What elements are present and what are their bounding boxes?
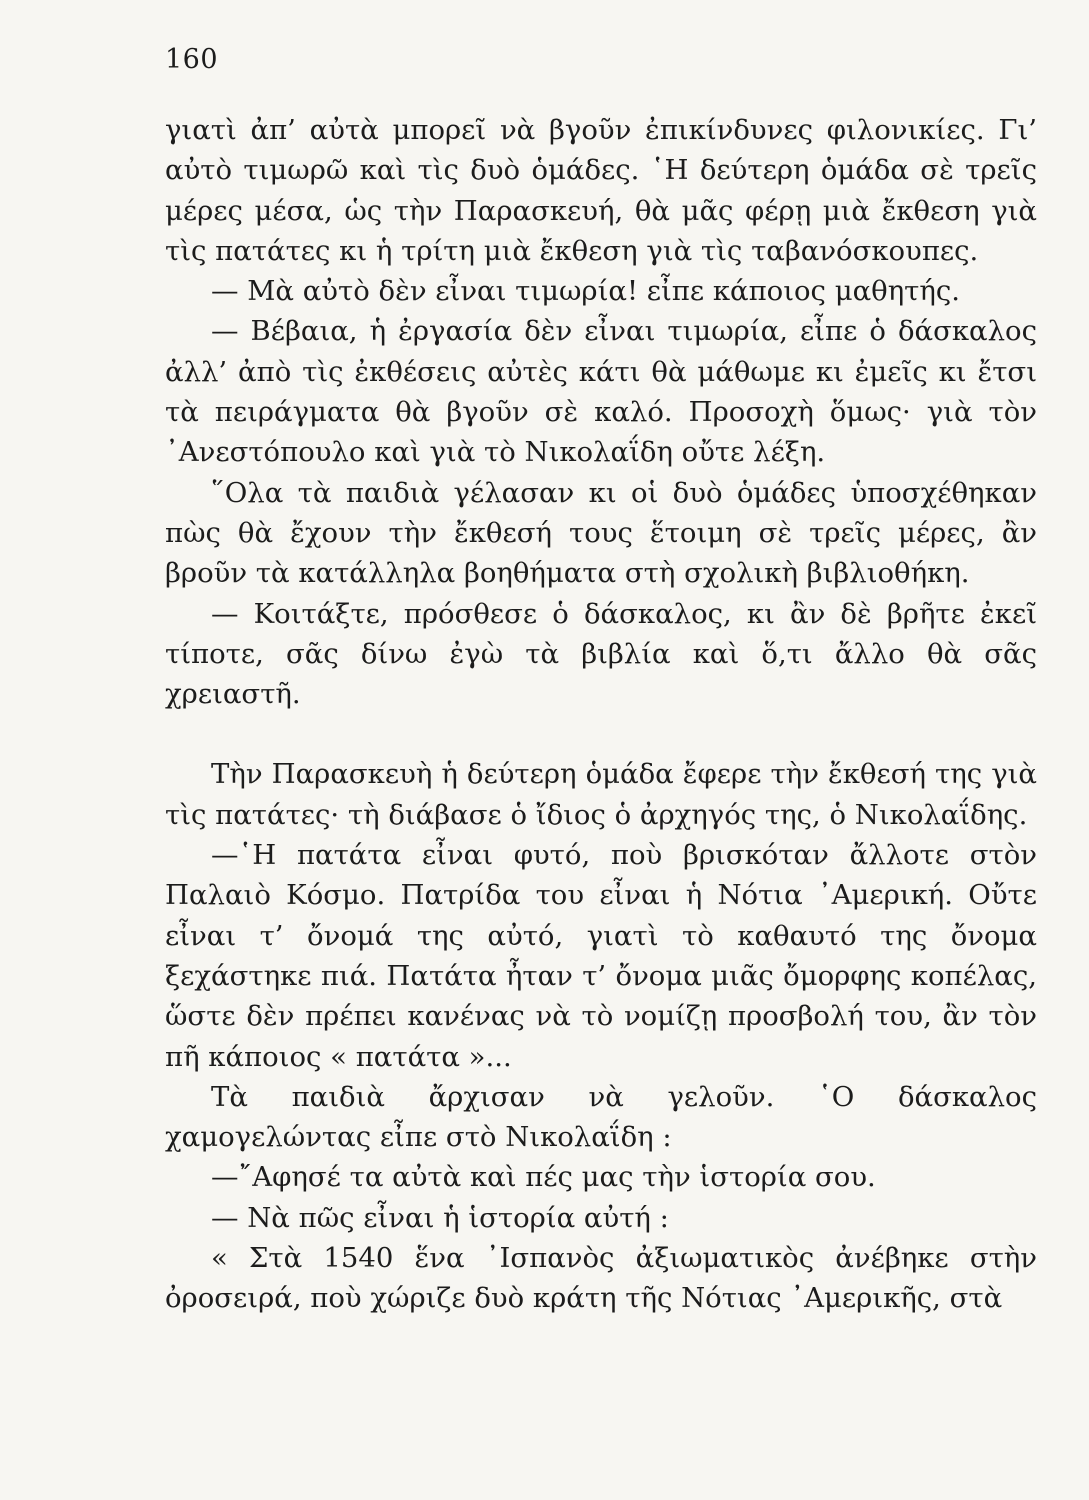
paragraph: ῞Ολα τὰ παιδιὰ γέλασαν κι οἱ δυὸ ὁμάδες ὑποσχέθηκαν πὼς θὰ ἔχουν τὴν ἔκθεσή τους ἕτοιμη σὲ τρεῖς μέρες, ἂν βροῦν τὰ κατάλληλα βοηθήματα στὴ σχολικὴ βιβλιοθήκη. [165,476,1037,590]
paragraph: Τὴν Παρασκευὴ ἡ δεύτερη ὁμάδα ἔφερε τὴν ἔκθεσή της γιὰ τὶς πατάτες· τὴ διάβασε ὁ ἴδιος ὁ ἀρχηγός της, ὁ Νικολαΐδης. [165,758,1037,831]
dialogue-paragraph: —῎Αφησέ τα αὐτὰ καὶ πές μας τὴν ἱστορία σου. [211,1161,876,1194]
page-number: 160 [165,44,219,75]
quoted-paragraph: « Στὰ 1540 ἕνα ᾿Ισπανὸς ἀξιωματικὸς ἀνέβηκε στὴν ὀροσειρά, ποὺ χώριζε δυὸ κράτη τῆς Νότιας ᾿Αμερικῆς, στὰ [165,1242,1037,1315]
dialogue-paragraph: — Κοιτάξτε, πρόσθεσε ὁ δάσκαλος, κι ἂν δὲ βρῆτε ἐκεῖ τίποτε, σᾶς δίνω ἐγὼ τὰ βιβλία καὶ ὅ,τι ἄλλο θὰ σᾶς χρειαστῆ. [165,597,1037,711]
dialogue-paragraph: — Βέβαια, ἡ ἐργασία δὲν εἶναι τιμωρία, εἶπε ὁ δάσκαλος ἀλλ’ ἀπὸ τὶς ἐκθέσεις αὐτὲς κάτι θὰ μάθωμε κι ἐμεῖς κι ἔτσι τὰ πειράγματα θὰ βγοῦν σὲ καλό. Προσοχὴ ὅμως· γιὰ τὸν ᾿Ανεστόπουλο καὶ γιὰ τὸ Νικολαΐδη οὔτε λέξη. [165,315,1037,469]
paragraph: γιατὶ ἀπ’ αὐτὰ μπορεῖ νὰ βγοῦν ἐπικίνδυνες φιλονικίες. Γι’ αὐτὸ τιμωρῶ καὶ τὶς δυὸ ὁμάδες. ῾Η δεύτερη ὁμάδα σὲ τρεῖς μέρες μέσα, ὡς τὴν Παρασκευή, θὰ μᾶς φέρῃ μιὰ ἔκθεση γιὰ τὶς πατάτες κι ἡ τρίτη μιὰ ἔκθεση γιὰ τὶς ταβανόσκουπες. [165,114,1037,267]
dialogue-paragraph: — Μὰ αὐτὸ δὲν εἶναι τιμωρία! εἶπε κάποιος μαθητής. [211,275,960,308]
dialogue-paragraph: — Νὰ πῶς εἶναι ἡ ἱστορία αὐτή : [211,1201,669,1234]
paragraph: Τὰ παιδιὰ ἄρχισαν νὰ γελοῦν. ῾Ο δάσκαλος χαμογελώντας εἶπε στὸ Νικολαΐδη : [165,1080,1037,1154]
body-text [165,110,1037,1319]
dialogue-paragraph: —῾Η πατάτα εἶναι φυτό, ποὺ βρισκόταν ἄλλοτε στὸν Παλαιὸ Κόσμο. Πατρίδα του εἶναι ἡ Νότια ᾿Αμερική. Οὔτε εἶναι τ’ ὄνομά της αὐτό, γιατὶ τὸ καθαυτό της ὄνομα ξεχάστηκε πιά. Πατάτα ἦταν τ’ ὄνομα μιᾶς ὄμορφης κοπέλας, ὥστε δὲν πρέπει κανένας νὰ τὸ νομίζῃ προσβολή του, ἂν τὸν πῆ κάποιος « πατάτα »... [165,839,1037,1073]
